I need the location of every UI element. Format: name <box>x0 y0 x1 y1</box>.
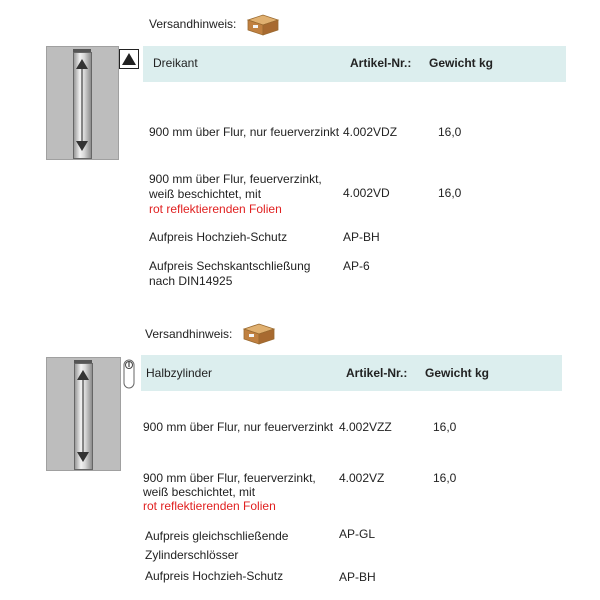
shipping-note-label: Versandhinweis: <box>145 327 233 341</box>
article-column-header: Artikel-Nr.: <box>350 56 412 70</box>
row-weight: 16,0 <box>433 471 457 485</box>
row-article: 4.002VDZ <box>343 125 398 139</box>
row-article: 4.002VZ <box>339 471 385 485</box>
row-article: AP-GL <box>339 527 376 541</box>
row-description: 900 mm über Flur, feuerverzinkt, weiß beschichtet, mit rot reflektierenden Folien <box>143 471 316 513</box>
product-name: Dreikant <box>153 56 198 70</box>
weight-column-header: Gewicht kg <box>429 56 494 70</box>
cylinder-lock-icon <box>121 357 137 389</box>
row-article: 4.002VZZ <box>339 420 392 434</box>
reflective-foil-note: rot reflektierenden Folien <box>143 499 276 513</box>
product-image-halbzylinder <box>46 357 121 471</box>
package-icon <box>246 12 280 36</box>
row-description: 900 mm über Flur, nur feuerverzinkt <box>143 420 334 434</box>
row-article: AP-BH <box>339 570 376 584</box>
row-article: AP-BH <box>343 230 380 244</box>
shipping-note-label: Versandhinweis: <box>149 17 237 31</box>
row-description: 900 mm über Flur, nur feuerverzinkt <box>149 125 340 139</box>
double-arrow-icon <box>73 59 91 151</box>
article-column-header: Artikel-Nr.: <box>346 366 408 380</box>
row-description: Aufpreis Hochzieh-Schutz <box>149 230 288 244</box>
row-description: Aufpreis Sechskantschließung nach DIN14925 <box>149 259 311 288</box>
row-article: 4.002VD <box>343 186 390 200</box>
product-image-dreikant <box>46 46 119 160</box>
package-icon <box>242 321 276 345</box>
product-name: Halbzylinder <box>146 366 213 380</box>
row-article: AP-6 <box>343 259 370 273</box>
weight-column-header: Gewicht kg <box>425 366 490 380</box>
row-weight: 16,0 <box>433 420 457 434</box>
double-arrow-icon <box>74 370 92 462</box>
row-weight: 16,0 <box>438 125 462 139</box>
row-description: Aufpreis gleichschließende Zylinderschlösser <box>145 529 289 562</box>
row-description: Aufpreis Hochzieh-Schutz <box>145 569 284 583</box>
triangle-key-icon <box>119 49 139 69</box>
reflective-foil-note: rot reflektierenden Folien <box>149 202 282 216</box>
row-description: 900 mm über Flur, feuerverzinkt, weiß beschichtet, mit rot reflektierenden Folien <box>149 172 322 216</box>
row-weight: 16,0 <box>438 186 462 200</box>
